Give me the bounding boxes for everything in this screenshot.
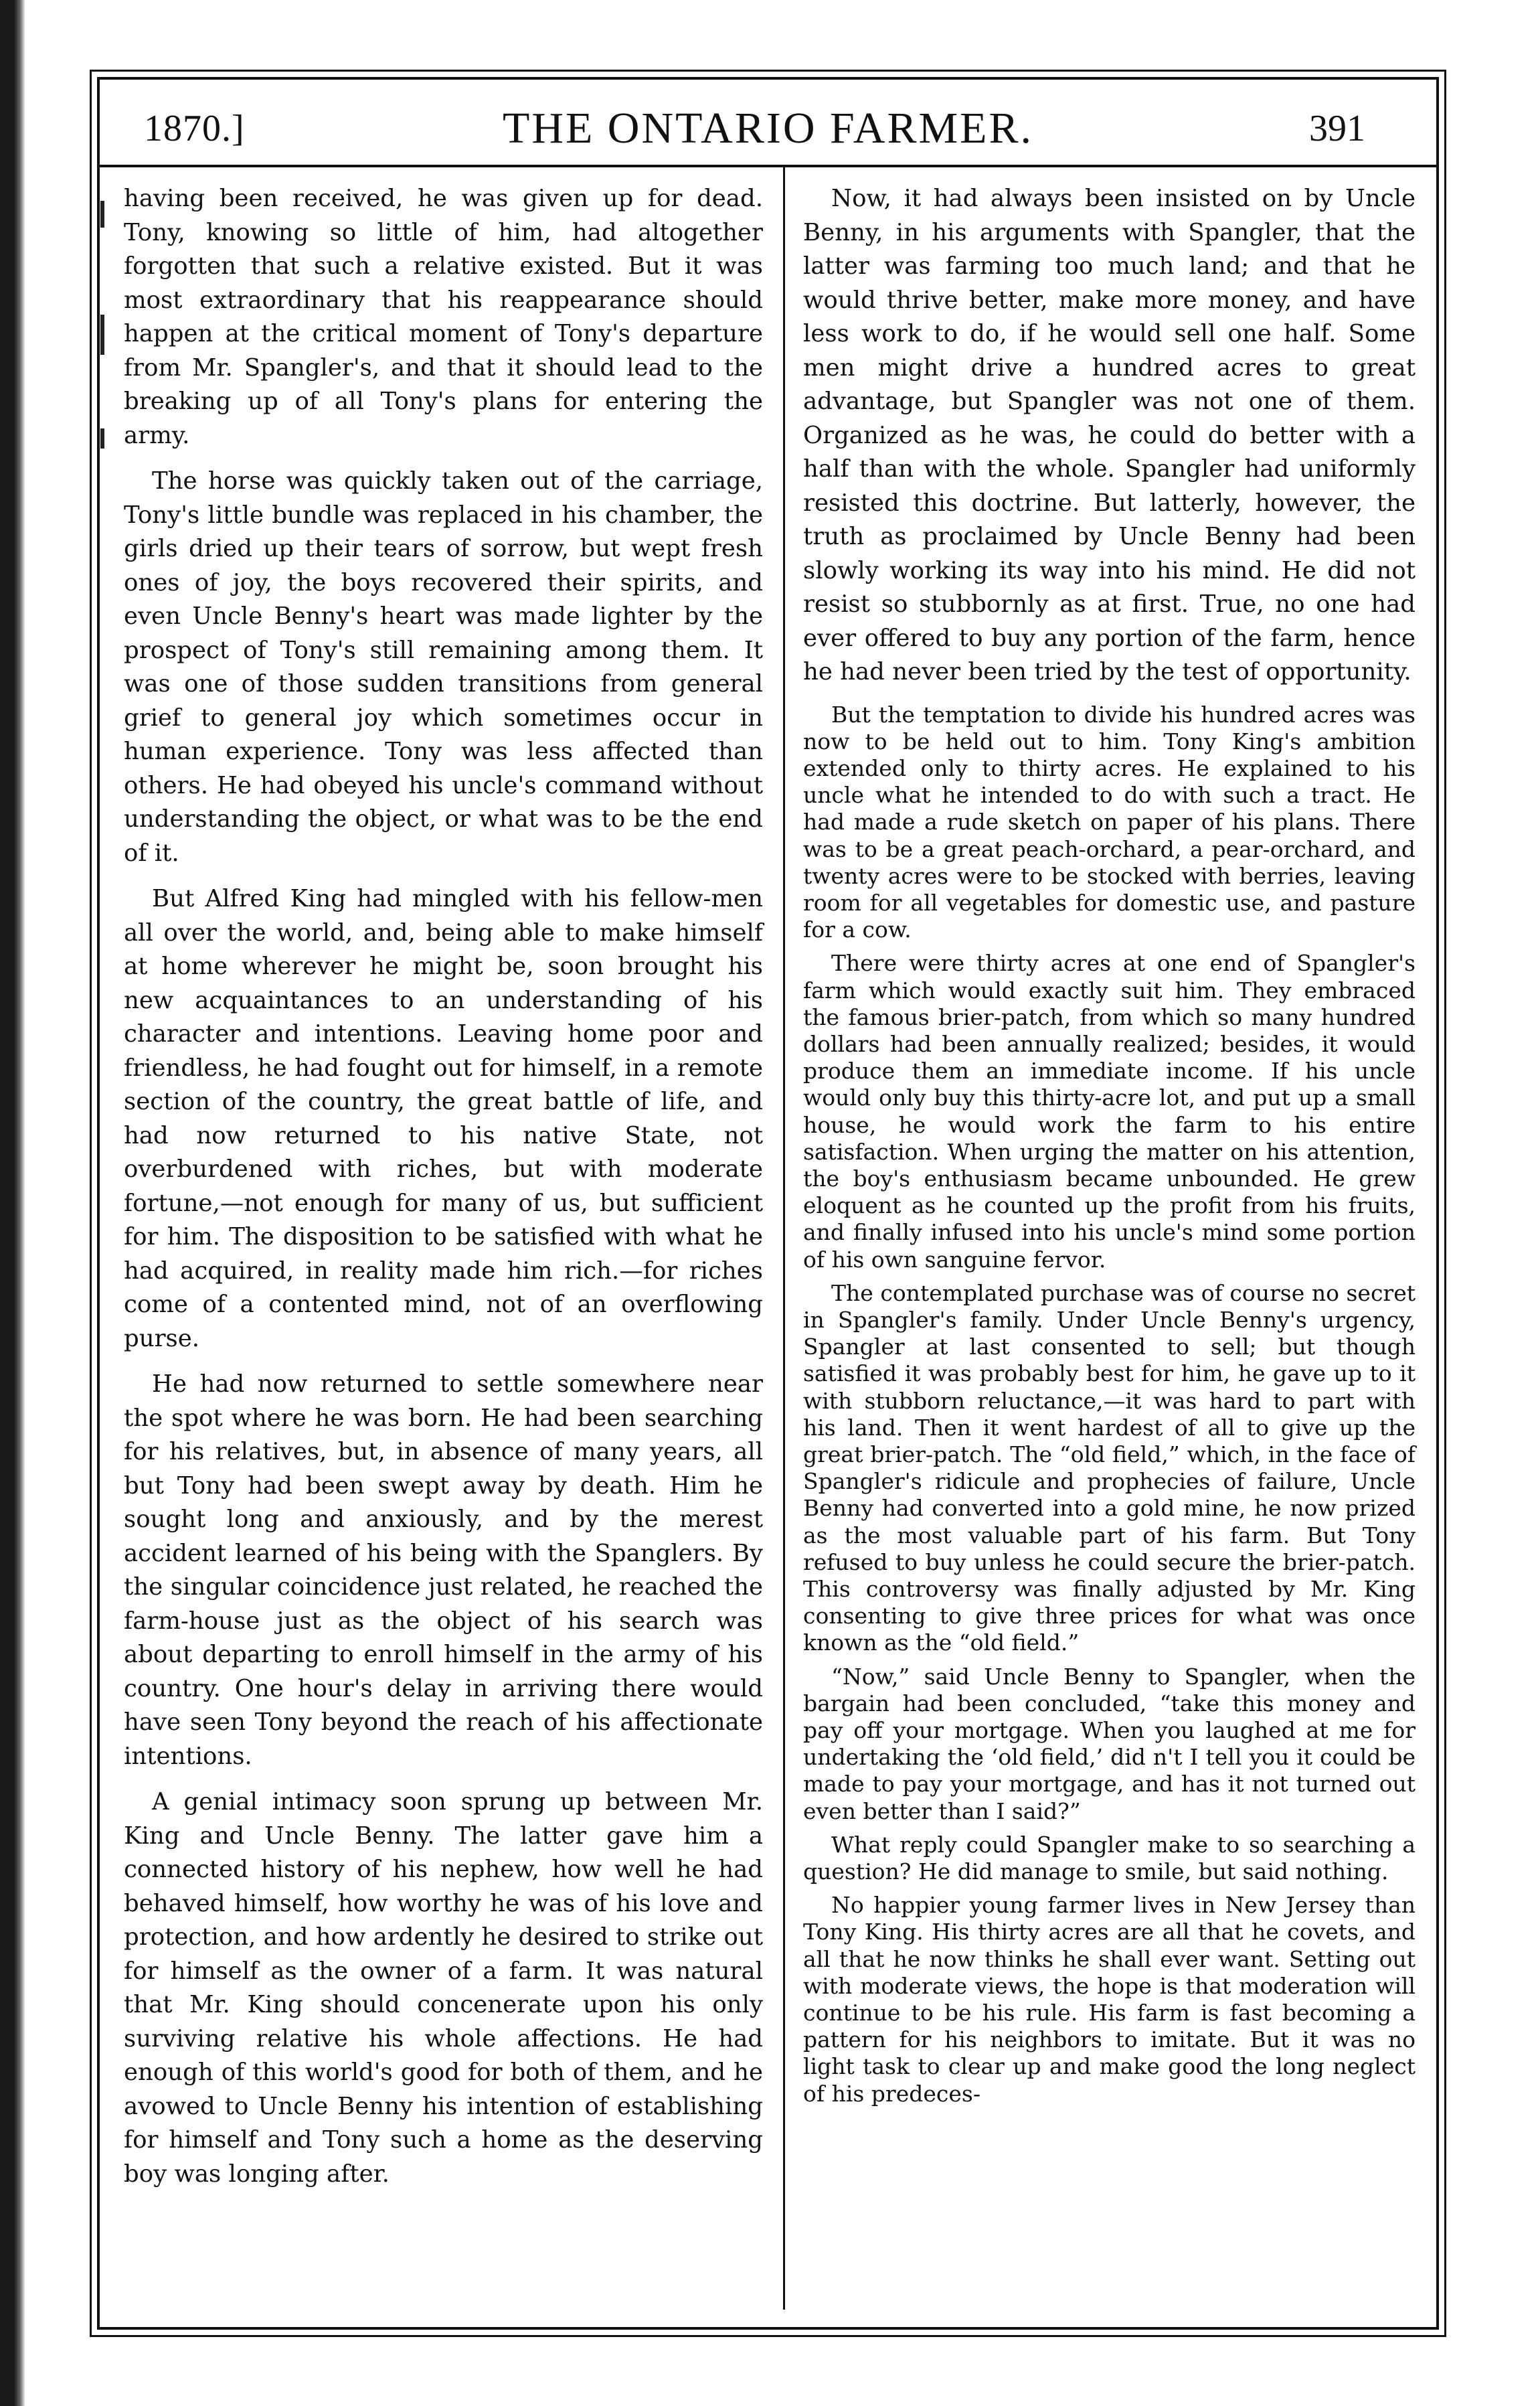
paragraph: Now, it had always been insisted on by Uncle Benny, in his arguments with Spangler, that the latter was farming too much land; and that he would thrive better, make more money, and have less work to do, if he would sell one half. Some men might drive a hundred acres to great advantage, but Spangler was not one of them. Organized as he was, he could do better with a half than with the whole. Spangler had uniformly resisted this doctrine. But latterly, however, the truth as proclaimed by Uncle Benny had been slowly working its way into his mind. He did not resist so stubbornly as at first. True, no one had ever offered to buy any portion of the farm, hence he had never been tried by the test of opportunity. [803,185,1416,686]
paragraph: No happier young farmer lives in New Jersey than Tony King. His thirty acres are all that he covets, and all that he now thinks he shall ever want. Setting out with moderate views, the hope is that moderation will continue to be his rule. His farm is fast becoming a pattern for his neighbors to imitate. But it was no light task to clear up and make good the long neglect of his predeces- [803,1892,1416,2107]
paragraph: The horse was quickly taken out of the carriage, Tony's little bundle was replaced in his chamber, the girls dried up their tears of sorrow, but wept fresh ones of joy, the boys recovered their spirits, and even Uncle Benny's heart was made lighter by the prospect of Tony's still remaining among them. It was one of those sudden transitions from general grief to general joy which sometimes occur in human experience. Tony was less affected than others. He had obeyed his uncle's command without understanding the object, or what was to be the end of it. [124,467,763,867]
running-head [97,94,1439,167]
page-number: 391 [1309,108,1365,149]
right-column [803,182,1416,2114]
margin-mark [100,315,104,355]
header-year: 1870.] [144,108,245,149]
paragraph: A genial intimacy soon sprung up between Mr. King and Uncle Benny. The latter gave him a connected history of his nephew, how well he had behaved himself, how worthy he was of his love and protection, and how ardently he desired to strike out for himself as the owner of a farm. It was natural that Mr. King should concenerate upon his only surviving relative his whole affections. He had enough of this world's good for both of them, and he avowed to Uncle Benny his intention of establishing for himself and Tony such a home as the deserving boy was longing after. [124,1788,763,2188]
paragraph: He had now returned to settle somewhere near the spot where he was born. He had been searching for his relatives, but, in absence of many years, all but Tony had been swept away by death. Him he sought long and anxiously, and by the merest accident learned of his being with the Spanglers. By the singular coincidence just related, he reached the farm-house just as the object of his search was about departing to enroll himself in the army of his country. One hour's delay in arriving there would have seen Tony beyond the reach of his affectionate intentions. [124,1370,763,1770]
paragraph: There were thirty acres at one end of Spangler's farm which would exactly suit him. They embraced the famous brier-patch, from which so many hundred dollars had been annually realized; besides, it would produce them an immediate income. If his uncle would only buy this thirty-acre lot, and put up a small house, he would work the farm to his entire satisfaction. When urging the matter on his attention, the boy's enthusiasm became unbounded. He grew eloquent as he counted up the profit from his fruits, and finally infused into his uncle's mind some portion of his own sanguine fervor. [803,950,1416,1273]
paragraph: “Now,” said Uncle Benny to Spangler, when the bargain had been concluded, “take this money and pay off your mortgage. When you laughed at me for undertaking the ‘old field,’ did n't I tell you it could be made to pay your mortgage, and has it not turned out even better than I said?” [803,1663,1416,1824]
column-rule [783,167,785,2310]
header-title: THE ONTARIO FARMER. [503,104,1033,153]
paragraph: But the temptation to divide his hundred acres was now to be held out to him. Tony King's ambition extended only to thirty acres. He explained to his uncle what he intended to do with such a tract. He had made a rude sketch on paper of his plans. There was to be a great peach-orchard, a pear-orchard, and twenty acres were to be stocked with berries, leaving room for all vegetables for domestic use, and pasture for a cow. [803,701,1416,943]
paragraph: having been received, he was given up for dead. Tony, knowing so little of him, had altogether forgotten that such a relative existed. But it was most extraordinary that his reappearance should happen at the critical moment of Tony's departure from Mr. Spangler's, and that it should lead to the breaking up of all Tony's plans for entering the army. [124,185,763,449]
page-binding-shadow [0,0,25,2406]
paragraph: The contemplated purchase was of course no secret in Spangler's family. Under Uncle Benny's urgency, Spangler at last consented to sell; but though satisfied it was probably best for him, he gave up to it with stubborn reluctance,—it was hard to part with his land. Then it went hardest of all to give up the great brier-patch. The “old field,” which, in the face of Spangler's ridicule and prophecies of failure, Uncle Benny had converted into a gold mine, he now prized as the most valuable part of his farm. But Tony refused to buy unless he could secure the brier-patch. This controversy was finally adjusted by Mr. King consenting to give three prices for what was once known as the “old field.” [803,1279,1416,1656]
tight-set-block [803,702,1416,2107]
margin-mark [100,428,104,449]
paragraph: What reply could Spangler make to so searching a question? He did manage to smile, but said nothing. [803,1831,1416,1885]
margin-mark [100,201,104,228]
paragraph: But Alfred King had mingled with his fellow-men all over the world, and, being able to make himself at home wherever he might be, soon brought his new acquaintances to an understanding of his character and intentions. Leaving home poor and friendless, he had fought out for himself, in a remote section of the country, the great battle of life, and had now returned to his native State, not overburdened with riches, but with moderate fortune,—not enough for many of us, but sufficient for him. The disposition to be satisfied with what he had acquired, in reality made him rich.—for riches come of a contented mind, not of an overflowing purse. [124,885,763,1352]
left-column [124,182,763,2203]
